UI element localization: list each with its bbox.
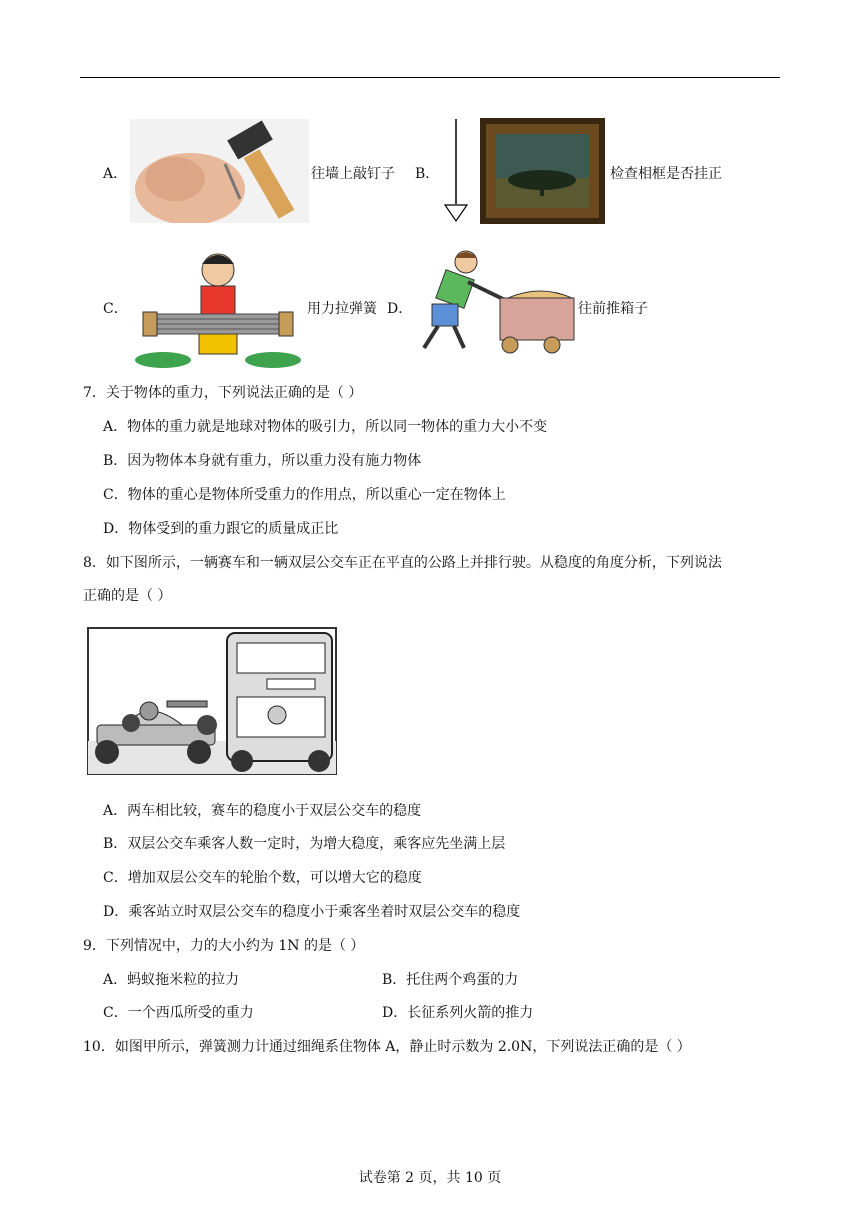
q9-stem: 9．下列情况中，力的大小约为 1N 的是（ ） [83,938,365,954]
q8-option-a: A．两车相比较，赛车的稳度小于双层公交车的稳度 [103,803,422,819]
q6-option-c-letter: C． [103,301,128,317]
q8-option-d: D．乘客站立时双层公交车的稳度小于乘客坐着时双层公交车的稳度 [103,904,521,920]
q6-option-a-caption: 往墙上敲钉子 [311,166,395,182]
header-rule [80,77,780,78]
q6-option-d-caption: 往前推箱子 [578,301,648,317]
q6-option-c-caption: 用力拉弹簧 [307,301,377,317]
hammer-nail-icon [130,119,309,223]
q6-option-d-letter: D． [387,301,413,317]
q8-stem-line1: 8．如下图所示，一辆赛车和一辆双层公交车正在平直的公路上并排行驶。从稳度的角度分析，下列说法 [83,555,722,571]
q10-stem: 10．如图甲所示，弹簧测力计通过细绳系住物体 A，静止时示数为 2.0N，下列说法正确的是（ ） [83,1039,691,1055]
q7-option-d: D．物体受到的重力跟它的质量成正比 [103,521,339,537]
push-cart-icon [410,248,578,360]
q9-option-d: D．长征系列火箭的推力 [382,1005,534,1021]
q6-option-a-letter: A． [103,166,128,182]
q7-stem: 7．关于物体的重力，下列说法正确的是（ ） [83,385,363,401]
plumb-frame-icon [480,118,605,224]
spring-stretch-icon [133,248,303,368]
q9-option-a: A．蚂蚁拖米粒的拉力 [103,972,240,988]
q8-stem-line2: 正确的是（ ） [83,588,172,604]
q8-option-b: B．双层公交车乘客人数一定时，为增大稳度，乘客应先坐满上层 [103,836,506,852]
racecar-and-bus-icon [87,627,337,775]
q8-option-c: C．增加双层公交车的轮胎个数，可以增大它的稳度 [103,870,422,886]
q7-option-b: B．因为物体本身就有重力，所以重力没有施力物体 [103,453,422,469]
q9-option-b: B．托住两个鸡蛋的力 [382,972,519,988]
q6-option-b-letter: B． [415,166,440,182]
q6-option-b-caption: 检查相框是否挂正 [610,166,722,182]
q9-option-c: C．一个西瓜所受的重力 [103,1005,254,1021]
q7-option-a: A．物体的重力就是地球对物体的吸引力，所以同一物体的重力大小不变 [103,419,548,435]
plumb-line-icon [442,119,472,223]
page-footer: 试卷第 2 页，共 10 页 [358,1170,502,1186]
q7-option-c: C．物体的重心是物体所受重力的作用点，所以重心一定在物体上 [103,487,506,503]
